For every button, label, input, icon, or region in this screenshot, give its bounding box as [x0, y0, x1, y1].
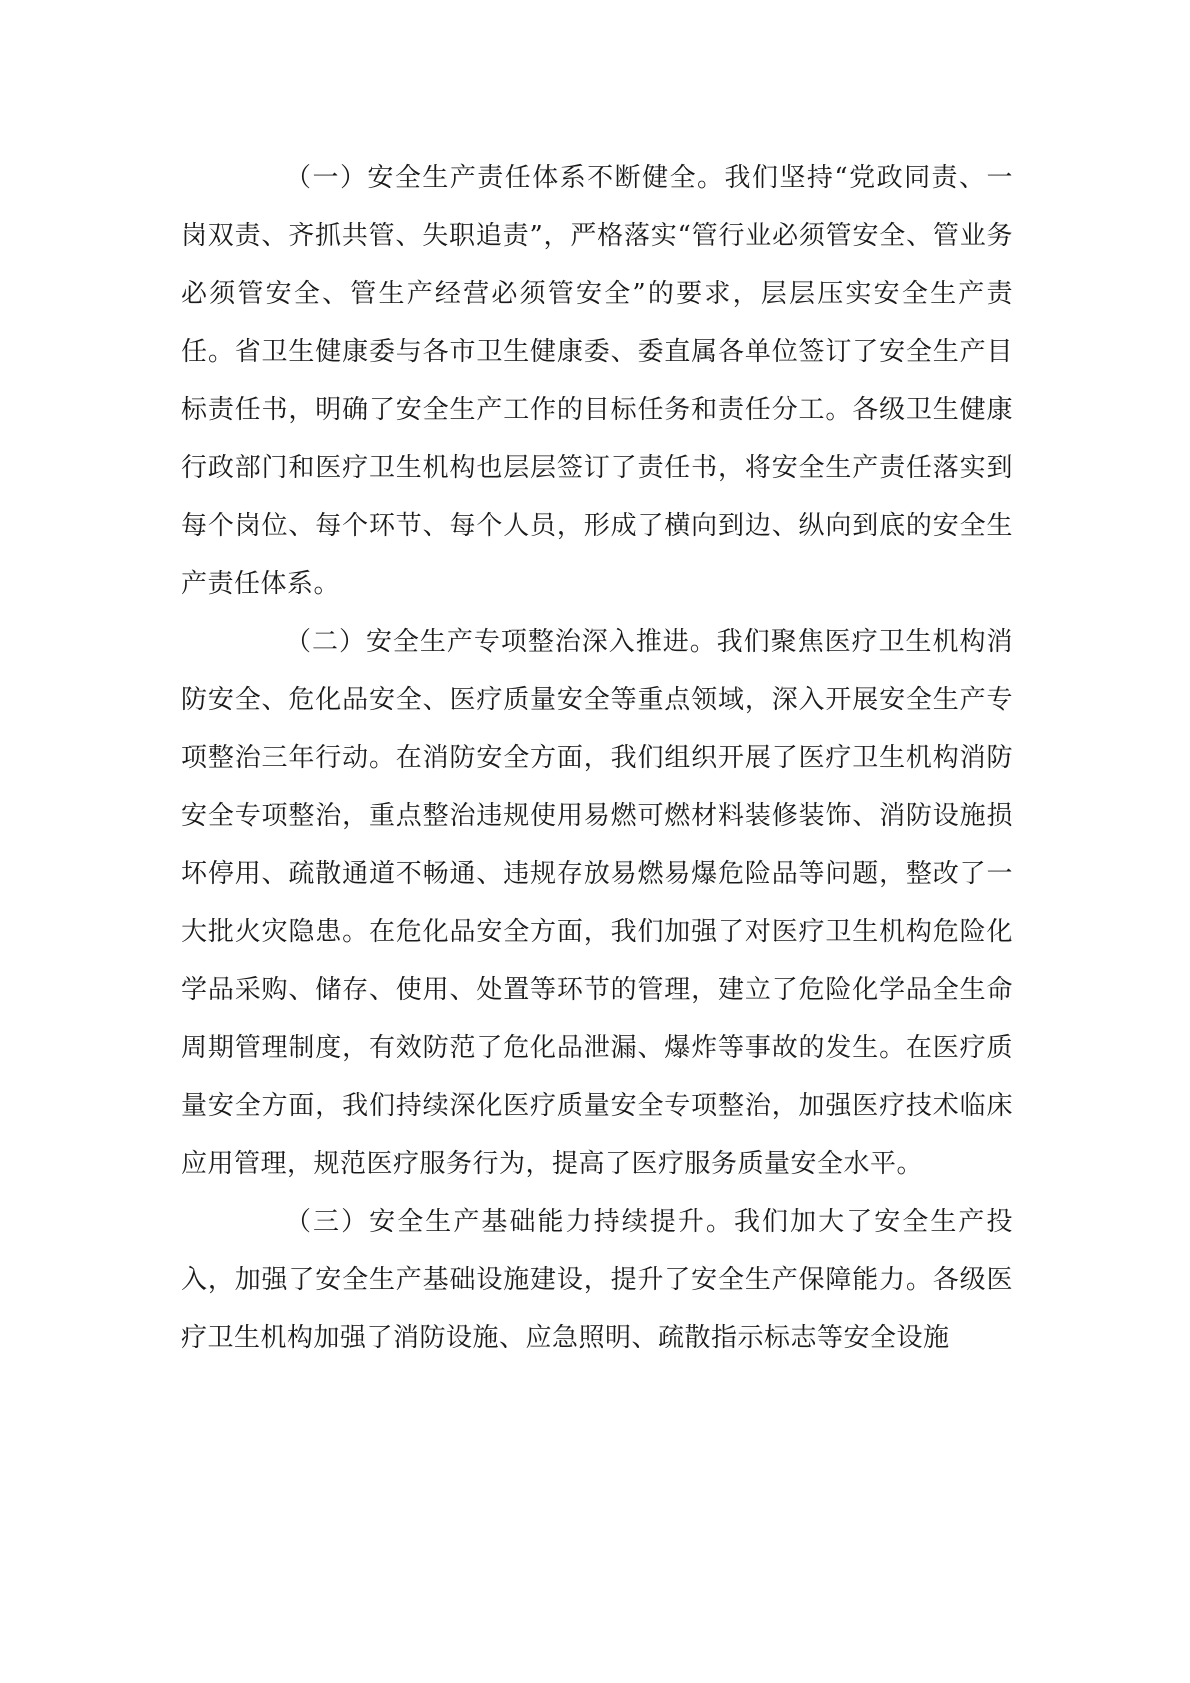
paragraph-special-rectification: （二）安全生产专项整治深入推进。我们聚焦医疗卫生机构消防安全、危化品安全、医疗质量安全等重点领域，深入开展安全生产专项整治三年行动。在消防安全方面，我们组织开展了医疗卫生机构消防安全专项整治，重点整治违规使用易燃可燃材料装修装饰、消防设施损坏停用、疏散通道不畅通、违规存放易燃易爆危险品等问题，整改了一大批火灾隐患。在危化品安全方面，我们加强了对医疗卫生机构危险化学品采购、储存、使用、处置等环节的管理，建立了危险化学品全生命周期管理制度，有效防范了危化品泄漏、爆炸等事故的发生。在医疗质量安全方面，我们持续深化医疗质量安全专项整治，加强医疗技术临床应用管理，规范医疗服务行为，提高了医疗服务质量安全水平。: [181, 627, 1013, 1179]
document-body: [181, 149, 1013, 1367]
paragraph-safety-responsibility: （一）安全生产责任体系不断健全。我们坚持“党政同责、一岗双责、齐抓共管、失职追责”，严格落实“管行业必须管安全、管业务必须管安全、管生产经营必须管安全”的要求，层层压实安全生产责任。省卫生健康委与各市卫生健康委、委直属各单位签订了安全生产目标责任书，明确了安全生产工作的目标任务和责任分工。各级卫生健康行政部门和医疗卫生机构也层层签订了责任书，将安全生产责任落实到每个岗位、每个环节、每个人员，形成了横向到边、纵向到底的安全生产责任体系。: [181, 163, 1013, 599]
paragraph-basic-capacity: （三）安全生产基础能力持续提升。我们加大了安全生产投入，加强了安全生产基础设施建设，提升了安全生产保障能力。各级医疗卫生机构加强了消防设施、应急照明、疏散指示标志等安全设施: [181, 1207, 1013, 1353]
